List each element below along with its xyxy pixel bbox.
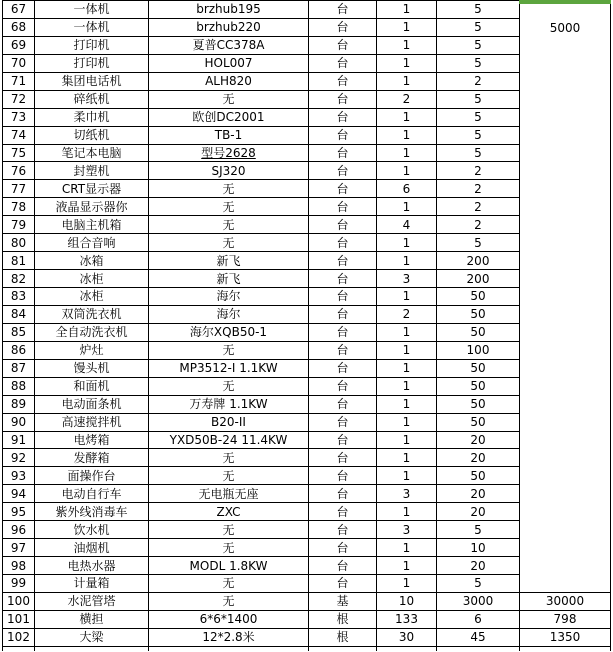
cell-quantity[interactable]: 1 — [377, 449, 437, 467]
cell-model-spec[interactable]: YXD50B-24 11.4KW — [149, 431, 309, 449]
cell-model-spec[interactable]: 万寿牌 1.1KW — [149, 395, 309, 413]
cell-unit-price[interactable]: 2 — [437, 180, 520, 198]
cell-row-number[interactable]: 75 — [3, 144, 35, 162]
cell-row-number[interactable]: 73 — [3, 108, 35, 126]
cell-item-name[interactable]: 饮水机 — [35, 521, 149, 539]
cell-unit-price[interactable]: 100 — [437, 341, 520, 359]
cell-row-number[interactable]: 74 — [3, 126, 35, 144]
table-row — [3, 359, 611, 377]
cell-unit-price[interactable]: 6 — [437, 610, 520, 628]
cell-item-name[interactable]: 一体机 — [35, 1, 149, 19]
cell-row-number[interactable]: 90 — [3, 413, 35, 431]
table-row — [3, 18, 611, 36]
cell-model-spec[interactable]: 海尔 — [149, 305, 309, 323]
cell-unit[interactable]: 台 — [309, 162, 377, 180]
cell-quantity[interactable]: 1 — [377, 198, 437, 216]
cell-unit-price[interactable]: 5 — [437, 144, 520, 162]
table-row — [3, 575, 611, 593]
cell-quantity[interactable]: 1 — [377, 413, 437, 431]
cell-unit[interactable]: 台 — [309, 18, 377, 36]
cell-unit-price[interactable]: 5 — [437, 234, 520, 252]
cell-item-name[interactable]: 液晶显示器你 — [35, 198, 149, 216]
cell-item-name[interactable]: 双筒洗衣机 — [35, 305, 149, 323]
cell-quantity[interactable]: 133 — [377, 610, 437, 628]
cell-model-spec[interactable]: SJ320 — [149, 162, 309, 180]
cell-model-spec[interactable]: 无 — [149, 521, 309, 539]
cell-quantity[interactable]: 1 — [377, 575, 437, 593]
cell-item-name[interactable]: 馒头机 — [35, 359, 149, 377]
cell-item-name[interactable]: 电动面条机 — [35, 395, 149, 413]
cell-row-number[interactable]: 69 — [3, 36, 35, 54]
table-row — [3, 36, 611, 54]
cell-unit-price[interactable]: 5 — [437, 126, 520, 144]
partial-next-row — [3, 646, 611, 651]
cell-unit[interactable]: 台 — [309, 270, 377, 288]
table-row — [3, 413, 611, 431]
cell-quantity[interactable]: 1 — [377, 72, 437, 90]
cell-item-name[interactable]: 打印机 — [35, 54, 149, 72]
cell-model-spec[interactable]: 海尔XQB50-1 — [149, 323, 309, 341]
cell-quantity[interactable]: 1 — [377, 18, 437, 36]
table-row — [3, 521, 611, 539]
table-row — [3, 503, 611, 521]
cell-unit-price[interactable]: 5 — [437, 18, 520, 36]
cell-item-name[interactable]: 计量箱 — [35, 575, 149, 593]
cell-unit-price[interactable]: 200 — [437, 252, 520, 270]
cell-partial — [437, 646, 520, 651]
cell-model-spec[interactable]: 无 — [149, 467, 309, 485]
inventory-table-body — [3, 1, 611, 651]
cell-row-number[interactable]: 101 — [3, 610, 35, 628]
cell-unit[interactable]: 台 — [309, 377, 377, 395]
cell-partial — [309, 646, 377, 651]
cell-unit-price[interactable]: 50 — [437, 467, 520, 485]
cell-total[interactable]: 1350 — [520, 628, 611, 646]
cell-quantity[interactable]: 3 — [377, 270, 437, 288]
cell-quantity[interactable]: 1 — [377, 54, 437, 72]
cell-unit-price[interactable]: 5 — [437, 521, 520, 539]
cell-row-number[interactable]: 91 — [3, 431, 35, 449]
cell-unit[interactable]: 台 — [309, 539, 377, 557]
cell-item-name[interactable]: 发酵箱 — [35, 449, 149, 467]
cell-item-name[interactable]: 碎纸机 — [35, 90, 149, 108]
cell-model-spec[interactable]: HOL007 — [149, 54, 309, 72]
cell-quantity[interactable]: 1 — [377, 252, 437, 270]
cell-partial — [520, 646, 611, 651]
cell-item-name[interactable]: 大梁 — [35, 628, 149, 646]
cell-item-name[interactable]: 切纸机 — [35, 126, 149, 144]
cell-unit[interactable]: 台 — [309, 108, 377, 126]
cell-row-number[interactable]: 79 — [3, 216, 35, 234]
cell-unit[interactable]: 台 — [309, 144, 377, 162]
cell-item-name[interactable]: 冰箱 — [35, 252, 149, 270]
cell-item-name[interactable]: 电动自行车 — [35, 485, 149, 503]
table-row — [3, 377, 611, 395]
cell-unit-price[interactable]: 50 — [437, 413, 520, 431]
cell-unit-price[interactable]: 2 — [437, 216, 520, 234]
table-row — [3, 539, 611, 557]
cell-unit-price[interactable]: 50 — [437, 305, 520, 323]
cell-partial — [149, 646, 309, 651]
cell-unit[interactable]: 台 — [309, 180, 377, 198]
cell-model-spec[interactable]: 无 — [149, 592, 309, 610]
cell-row-number[interactable]: 85 — [3, 323, 35, 341]
cell-item-name[interactable]: 柔巾机 — [35, 108, 149, 126]
cell-model-spec[interactable]: 无电瓶无座 — [149, 485, 309, 503]
cell-total-merged[interactable]: 5000 — [520, 1, 611, 593]
cell-item-name[interactable]: 炉灶 — [35, 341, 149, 359]
table-row — [3, 288, 611, 306]
cell-quantity[interactable]: 1 — [377, 162, 437, 180]
table-row — [3, 592, 611, 610]
cell-quantity[interactable]: 30 — [377, 628, 437, 646]
table-row — [3, 610, 611, 628]
cell-item-name[interactable]: 高速搅拌机 — [35, 413, 149, 431]
cell-quantity[interactable]: 1 — [377, 395, 437, 413]
table-row — [3, 467, 611, 485]
cell-row-number[interactable]: 88 — [3, 377, 35, 395]
cell-unit-price[interactable]: 5 — [437, 90, 520, 108]
cell-row-number[interactable]: 100 — [3, 592, 35, 610]
cell-unit[interactable]: 台 — [309, 288, 377, 306]
cell-unit[interactable]: 台 — [309, 198, 377, 216]
cell-row-number[interactable]: 96 — [3, 521, 35, 539]
cell-quantity[interactable]: 1 — [377, 144, 437, 162]
cell-model-spec[interactable]: 无 — [149, 180, 309, 198]
cell-unit[interactable]: 台 — [309, 503, 377, 521]
cell-unit[interactable]: 台 — [309, 252, 377, 270]
cell-quantity[interactable]: 1 — [377, 234, 437, 252]
table-row — [3, 90, 611, 108]
cell-row-number[interactable]: 80 — [3, 234, 35, 252]
cell-partial — [35, 646, 149, 651]
cell-model-spec[interactable]: 新飞 — [149, 270, 309, 288]
cell-quantity[interactable]: 1 — [377, 341, 437, 359]
cell-row-number[interactable]: 81 — [3, 252, 35, 270]
cell-unit[interactable]: 台 — [309, 395, 377, 413]
cell-model-spec[interactable]: ALH820 — [149, 72, 309, 90]
cell-quantity[interactable]: 1 — [377, 503, 437, 521]
cell-row-number[interactable]: 95 — [3, 503, 35, 521]
table-row — [3, 323, 611, 341]
cell-quantity[interactable]: 1 — [377, 126, 437, 144]
cell-total[interactable]: 30000 — [520, 592, 611, 610]
table-row — [3, 431, 611, 449]
cell-model-spec[interactable]: MODL 1.8KW — [149, 557, 309, 575]
cell-unit-price[interactable]: 20 — [437, 431, 520, 449]
cell-unit-price[interactable]: 5 — [437, 36, 520, 54]
table-row — [3, 395, 611, 413]
cell-unit[interactable]: 台 — [309, 431, 377, 449]
cell-unit-price[interactable]: 20 — [437, 449, 520, 467]
cell-model-spec[interactable]: B20-II — [149, 413, 309, 431]
cell-item-name[interactable]: 面操作台 — [35, 467, 149, 485]
cell-model-spec[interactable]: 无 — [149, 575, 309, 593]
cell-unit[interactable]: 台 — [309, 341, 377, 359]
cell-unit[interactable]: 台 — [309, 72, 377, 90]
cell-row-number[interactable]: 83 — [3, 288, 35, 306]
cell-model-spec[interactable]: 欧创DC2001 — [149, 108, 309, 126]
cell-item-name[interactable]: 电烤箱 — [35, 431, 149, 449]
cell-quantity[interactable]: 1 — [377, 288, 437, 306]
cell-unit[interactable]: 台 — [309, 90, 377, 108]
cell-quantity[interactable]: 1 — [377, 359, 437, 377]
cell-row-number[interactable]: 94 — [3, 485, 35, 503]
table-row — [3, 144, 611, 162]
cell-unit-price[interactable]: 45 — [437, 628, 520, 646]
cell-model-spec[interactable]: 无 — [149, 198, 309, 216]
cell-model-spec[interactable]: 海尔 — [149, 288, 309, 306]
cell-item-name[interactable]: CRT显示器 — [35, 180, 149, 198]
cell-unit-price[interactable]: 20 — [437, 485, 520, 503]
cell-unit[interactable]: 台 — [309, 323, 377, 341]
cell-quantity[interactable]: 1 — [377, 539, 437, 557]
cell-unit[interactable]: 台 — [309, 485, 377, 503]
cell-unit[interactable]: 台 — [309, 54, 377, 72]
table-row — [3, 252, 611, 270]
cell-unit[interactable]: 台 — [309, 305, 377, 323]
cell-item-name[interactable]: 集团电话机 — [35, 72, 149, 90]
cell-quantity[interactable]: 1 — [377, 557, 437, 575]
cell-partial — [3, 646, 35, 651]
cell-model-spec[interactable]: 无 — [149, 539, 309, 557]
cell-row-number[interactable]: 87 — [3, 359, 35, 377]
cell-unit[interactable]: 台 — [309, 126, 377, 144]
cell-row-number[interactable]: 78 — [3, 198, 35, 216]
table-row — [3, 54, 611, 72]
cell-quantity[interactable]: 1 — [377, 108, 437, 126]
cell-model-spec[interactable]: MP3512-I 1.1KW — [149, 359, 309, 377]
cell-unit-price[interactable]: 50 — [437, 323, 520, 341]
cell-unit-price[interactable]: 50 — [437, 359, 520, 377]
cell-model-spec[interactable]: 新飞 — [149, 252, 309, 270]
cell-model-spec[interactable]: 夏普CC378A — [149, 36, 309, 54]
cell-unit[interactable]: 台 — [309, 359, 377, 377]
cell-unit[interactable]: 台 — [309, 557, 377, 575]
cell-row-number[interactable]: 67 — [3, 1, 35, 19]
cell-row-number[interactable]: 99 — [3, 575, 35, 593]
cell-unit-price[interactable]: 50 — [437, 288, 520, 306]
table-row — [3, 162, 611, 180]
cell-row-number[interactable]: 72 — [3, 90, 35, 108]
cell-item-name[interactable]: 油烟机 — [35, 539, 149, 557]
table-row — [3, 270, 611, 288]
cell-quantity[interactable]: 1 — [377, 467, 437, 485]
cell-unit[interactable]: 台 — [309, 1, 377, 19]
cell-item-name[interactable]: 组合音响 — [35, 234, 149, 252]
cell-unit[interactable]: 台 — [309, 521, 377, 539]
cell-item-name[interactable]: 全自动洗衣机 — [35, 323, 149, 341]
cell-row-number[interactable]: 86 — [3, 341, 35, 359]
cell-unit[interactable]: 台 — [309, 36, 377, 54]
cell-item-name[interactable]: 和面机 — [35, 377, 149, 395]
cell-row-number[interactable]: 71 — [3, 72, 35, 90]
cell-row-number[interactable]: 92 — [3, 449, 35, 467]
cell-item-name[interactable]: 打印机 — [35, 36, 149, 54]
table-row — [3, 180, 611, 198]
cell-quantity[interactable]: 3 — [377, 521, 437, 539]
cell-partial — [377, 646, 437, 651]
cell-model-spec[interactable]: 6*6*1400 — [149, 610, 309, 628]
cell-quantity[interactable]: 2 — [377, 90, 437, 108]
table-row — [3, 557, 611, 575]
cell-unit-price[interactable]: 5 — [437, 575, 520, 593]
cell-item-name[interactable]: 紫外线消毒车 — [35, 503, 149, 521]
cell-unit-price[interactable]: 20 — [437, 503, 520, 521]
cell-item-name[interactable]: 一体机 — [35, 18, 149, 36]
table-row — [3, 628, 611, 646]
cell-row-number[interactable]: 70 — [3, 54, 35, 72]
cell-quantity[interactable]: 3 — [377, 485, 437, 503]
cell-item-name[interactable]: 水泥管塔 — [35, 592, 149, 610]
cell-quantity[interactable]: 1 — [377, 1, 437, 19]
cell-quantity[interactable]: 10 — [377, 592, 437, 610]
cell-row-number[interactable]: 89 — [3, 395, 35, 413]
table-row — [3, 108, 611, 126]
cell-unit[interactable]: 台 — [309, 216, 377, 234]
cell-unit-price[interactable]: 2 — [437, 198, 520, 216]
cell-model-spec[interactable]: 无 — [149, 377, 309, 395]
cell-unit[interactable]: 台 — [309, 234, 377, 252]
cell-item-name[interactable]: 横担 — [35, 610, 149, 628]
cell-quantity[interactable]: 4 — [377, 216, 437, 234]
cell-unit-price[interactable]: 10 — [437, 539, 520, 557]
cell-model-spec[interactable]: 型号2628 — [149, 144, 309, 162]
cell-row-number[interactable]: 76 — [3, 162, 35, 180]
cell-unit[interactable]: 基 — [309, 592, 377, 610]
table-row — [3, 485, 611, 503]
cell-unit-price[interactable]: 2 — [437, 162, 520, 180]
cell-quantity[interactable]: 6 — [377, 180, 437, 198]
cell-unit-price[interactable]: 5 — [437, 1, 520, 19]
table-row — [3, 305, 611, 323]
cell-model-spec[interactable]: ZXC — [149, 503, 309, 521]
cell-row-number[interactable]: 97 — [3, 539, 35, 557]
cell-unit[interactable]: 台 — [309, 575, 377, 593]
cell-unit-price[interactable]: 50 — [437, 377, 520, 395]
cell-quantity[interactable]: 1 — [377, 431, 437, 449]
cell-unit[interactable]: 台 — [309, 467, 377, 485]
cell-unit-price[interactable]: 2 — [437, 72, 520, 90]
cell-model-spec[interactable]: 无 — [149, 90, 309, 108]
inventory-table — [2, 0, 611, 651]
cell-unit[interactable]: 台 — [309, 449, 377, 467]
table-row — [3, 234, 611, 252]
cell-row-number[interactable]: 93 — [3, 467, 35, 485]
cell-model-spec[interactable]: 无 — [149, 234, 309, 252]
table-row — [3, 72, 611, 90]
cell-quantity[interactable]: 1 — [377, 377, 437, 395]
cell-model-spec[interactable]: 12*2.8米 — [149, 628, 309, 646]
cell-model-spec[interactable]: 无 — [149, 341, 309, 359]
cell-row-number[interactable]: 68 — [3, 18, 35, 36]
table-row — [3, 198, 611, 216]
cell-model-spec[interactable]: brzhub195 — [149, 1, 309, 19]
cell-item-name[interactable]: 冰柜 — [35, 270, 149, 288]
cell-row-number[interactable]: 82 — [3, 270, 35, 288]
cell-unit[interactable]: 台 — [309, 413, 377, 431]
cell-item-name[interactable]: 笔记本电脑 — [35, 144, 149, 162]
cell-item-name[interactable]: 电脑主机箱 — [35, 216, 149, 234]
cell-quantity[interactable]: 1 — [377, 323, 437, 341]
cell-row-number[interactable]: 77 — [3, 180, 35, 198]
cell-unit[interactable]: 根 — [309, 610, 377, 628]
cell-unit-price[interactable]: 5 — [437, 108, 520, 126]
cell-item-name[interactable]: 冰柜 — [35, 288, 149, 306]
table-row — [3, 216, 611, 234]
cell-unit-price[interactable]: 20 — [437, 557, 520, 575]
cell-item-name[interactable]: 电热水器 — [35, 557, 149, 575]
table-row — [3, 126, 611, 144]
table-row — [3, 449, 611, 467]
cell-model-spec[interactable]: brzhub220 — [149, 18, 309, 36]
cell-unit[interactable]: 根 — [309, 628, 377, 646]
cell-model-spec[interactable]: 无 — [149, 449, 309, 467]
cell-total[interactable]: 798 — [520, 610, 611, 628]
table-row — [3, 341, 611, 359]
cell-model-spec[interactable]: 无 — [149, 216, 309, 234]
cell-unit-price[interactable]: 3000 — [437, 592, 520, 610]
selection-border — [519, 0, 611, 4]
cell-unit-price[interactable]: 50 — [437, 395, 520, 413]
cell-row-number[interactable]: 102 — [3, 628, 35, 646]
cell-row-number[interactable]: 98 — [3, 557, 35, 575]
cell-row-number[interactable]: 84 — [3, 305, 35, 323]
cell-model-spec[interactable]: TB-1 — [149, 126, 309, 144]
cell-unit-price[interactable]: 5 — [437, 54, 520, 72]
cell-quantity[interactable]: 2 — [377, 305, 437, 323]
cell-item-name[interactable]: 封塑机 — [35, 162, 149, 180]
cell-unit-price[interactable]: 200 — [437, 270, 520, 288]
cell-quantity[interactable]: 1 — [377, 36, 437, 54]
